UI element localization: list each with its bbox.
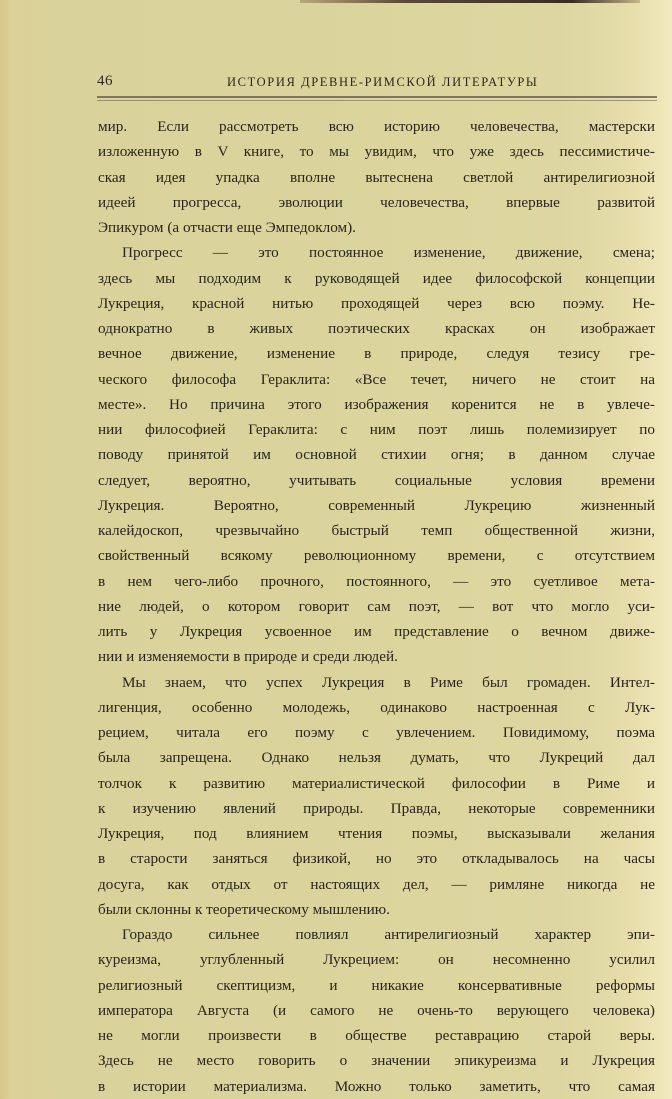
text-line: нии и изменяемости в природе и среди людей.: [98, 648, 398, 666]
text-line: Здесь не место говорить о значении эпикуреизма и Лукреция: [98, 1052, 655, 1070]
text-line: здесь мы подходим к руководящей идее философской концепции: [98, 269, 655, 287]
text-line: Лукреция, красной нитью проходящей через всю поэму. Не-: [98, 294, 655, 312]
text-line: была запрещена. Однако нельзя думать, что Лукреций дал: [98, 749, 655, 767]
text-line: нии философией Гераклита: с ним поэт лишь полемизирует по: [98, 421, 655, 438]
text-line: в старости заняться физикой, но это откладывалось на часы: [98, 850, 655, 868]
text-line: поводу принятой им основной стихии огня; в данном случае: [98, 446, 655, 464]
body-text: [98, 114, 655, 1099]
text-line: идеей прогресса, эволюции человечества, впервые развитой: [98, 193, 655, 211]
text-line: мир. Если рассмотреть всю историю человечества, мастерски: [98, 118, 655, 135]
text-line: в нем чего-либо прочного, постоянного, — это суетливое мета-: [98, 572, 655, 590]
text-line: ская идея упадка вполне вытеснена светлой антирелигиозной: [98, 168, 655, 186]
text-line: месте». Но причина этого изображения коренится не в увлече-: [98, 395, 655, 413]
paragraph: [98, 240, 655, 669]
text-line: в истории материализма. Можно только заметить, что самая: [98, 1077, 655, 1095]
text-line: религиозный скептицизм, и никакие консервативные реформы: [98, 976, 655, 994]
text-line: были склонны к теоретическому мышлению.: [98, 900, 390, 918]
text-line: Эпикуром (а отчасти еще Эмпедоклом).: [98, 219, 356, 236]
text-line: ческого философа Гераклита: «Все течет, ничего не стоит на: [98, 370, 655, 388]
text-line: ние людей, о котором говорит сам поэт, — вот что могло уси-: [98, 597, 655, 615]
paragraph: [98, 114, 655, 240]
header-rule-bottom: [97, 100, 657, 101]
running-head: ИСТОРИЯ ДРЕВНЕ-РИМСКОЙ ЛИТЕРАТУРЫ: [227, 75, 539, 89]
text-line: вечное движение, изменение в природе, следуя тезису гре-: [98, 345, 655, 363]
text-line: Гораздо сильнее повлиял антирелигиозный характер эпи-: [122, 926, 655, 943]
text-line: лить у Лукреция усвоенное им представление о вечном движе-: [98, 623, 655, 640]
text-line: куреизма, углубленный Лукрецием: он несомненно усилил: [98, 951, 655, 969]
text-line: следует, вероятно, учитывать социальные условия времени: [98, 471, 655, 489]
page-header: [97, 73, 657, 93]
text-line: Мы знаем, что успех Лукреция в Риме был громаден. Интел-: [122, 673, 655, 691]
paragraph: [98, 670, 655, 923]
text-line: свойственный всякому революционному времени, с отсутствием: [98, 547, 655, 565]
page-number: 46: [97, 73, 113, 89]
text-line: изложенную в V книге, то мы увидим, что уже здесь пессимистиче-: [98, 143, 655, 161]
paragraph: [98, 922, 655, 1099]
text-line: Прогресс — это постоянное изменение, движение, смена;: [122, 244, 655, 262]
text-line: рецием, читала его поэму с увлечением. Повидимому, поэма: [98, 724, 655, 741]
text-line: толчок к развитию материалистической философии в Риме и: [98, 774, 655, 792]
text-line: к изучению явлений природы. Правда, некоторые современники: [98, 799, 655, 817]
text-line: Лукреция. Вероятно, современный Лукрецию жизненный: [98, 496, 655, 514]
text-line: императора Августа (и самого не очень-то верующего человека): [98, 1001, 655, 1019]
text-line: Лукреция, под влиянием чтения поэмы, высказывали желания: [98, 825, 655, 842]
text-line: лигенция, особенно молодежь, одинаково настроенная с Лук-: [98, 698, 655, 716]
text-line: не могли произвести в обществе реставрацию старой веры.: [98, 1027, 655, 1044]
text-line: однократно в живых поэтических красках он изображает: [98, 320, 655, 337]
header-rule-top: [97, 96, 657, 98]
text-line: калейдоскоп, чрезвычайно быстрый темп общественной жизни,: [98, 522, 655, 539]
text-line: досуга, как отдых от настоящих дел, — римляне никогда не: [98, 875, 655, 893]
